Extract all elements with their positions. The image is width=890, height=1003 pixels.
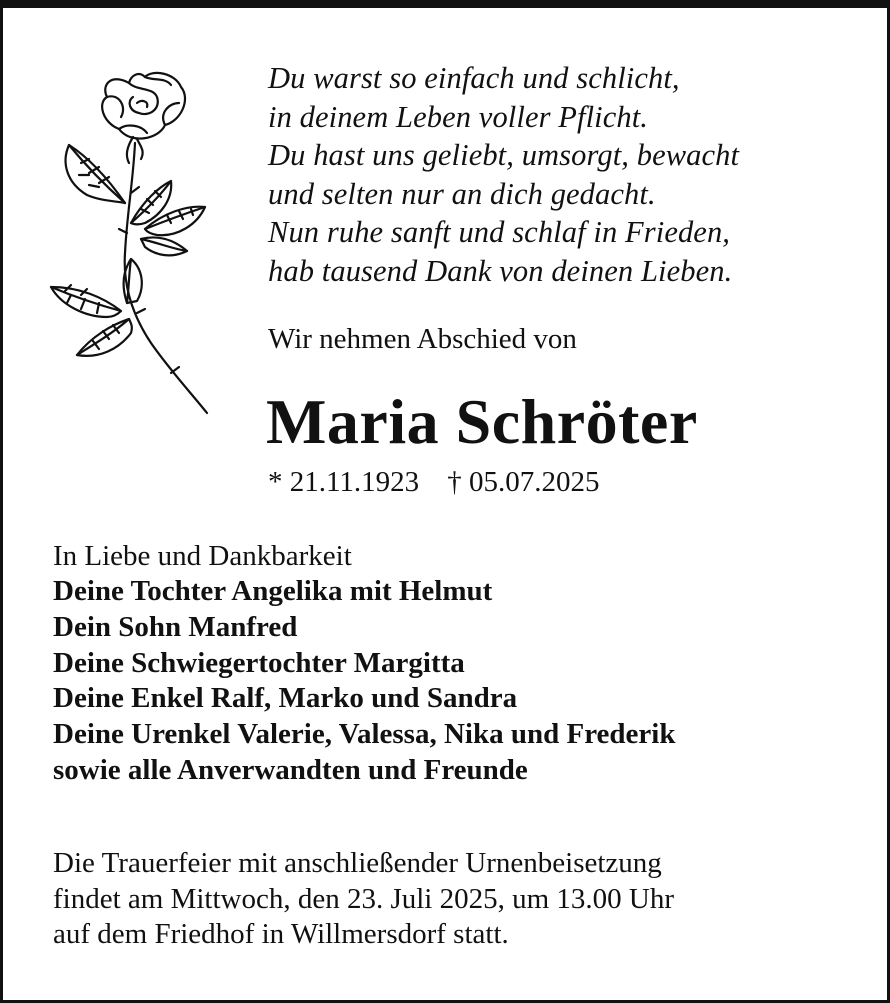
farewell-intro: Wir nehmen Abschied von — [268, 323, 577, 355]
poem-line: hab tausend Dank von deinen Lieben. — [268, 253, 733, 288]
mourners-list — [53, 539, 873, 789]
service-line: auf dem Friedhof in Willmersdorf statt. — [53, 918, 509, 950]
poem-line: und selten nur an dich gedacht. — [268, 176, 656, 211]
poem-line: Nun ruhe sanft und schlaf in Frieden, — [268, 215, 731, 250]
poem — [268, 59, 868, 291]
life-dates — [268, 465, 599, 499]
service-line: findet am Mittwoch, den 23. Juli 2025, um 13.00 Uhr — [53, 882, 675, 915]
mourners-lead: In Liebe und Dankbarkeit — [53, 540, 352, 572]
poem-line: in deinem Leben voller Pflicht. — [268, 99, 649, 134]
birth-date: * 21.11.1923 — [268, 466, 420, 498]
deceased-name: Maria Schröter — [266, 386, 698, 457]
mourner-entry: sowie alle Anverwandten und Freunde — [53, 753, 528, 786]
poem-line: Du hast uns geliebt, umsorgt, bewacht — [268, 138, 740, 173]
mourner-entry: Deine Schwiegertochter Margitta — [53, 646, 465, 679]
mourner-entry: Deine Enkel Ralf, Marko und Sandra — [53, 682, 518, 715]
poem-line: Du warst so einfach und schlicht, — [268, 61, 680, 95]
death-date: † 05.07.2025 — [447, 466, 600, 498]
mourner-entry: Deine Tochter Angelika mit Helmut — [53, 575, 493, 607]
rose-icon — [41, 63, 221, 423]
service-line: Die Trauerfeier mit anschließender Urnenbeisetzung — [53, 847, 662, 879]
mourner-entry: Dein Sohn Manfred — [53, 610, 298, 643]
mourner-entry: Deine Urenkel Valerie, Valessa, Nika und Frederik — [53, 718, 676, 751]
service-info — [53, 846, 873, 953]
